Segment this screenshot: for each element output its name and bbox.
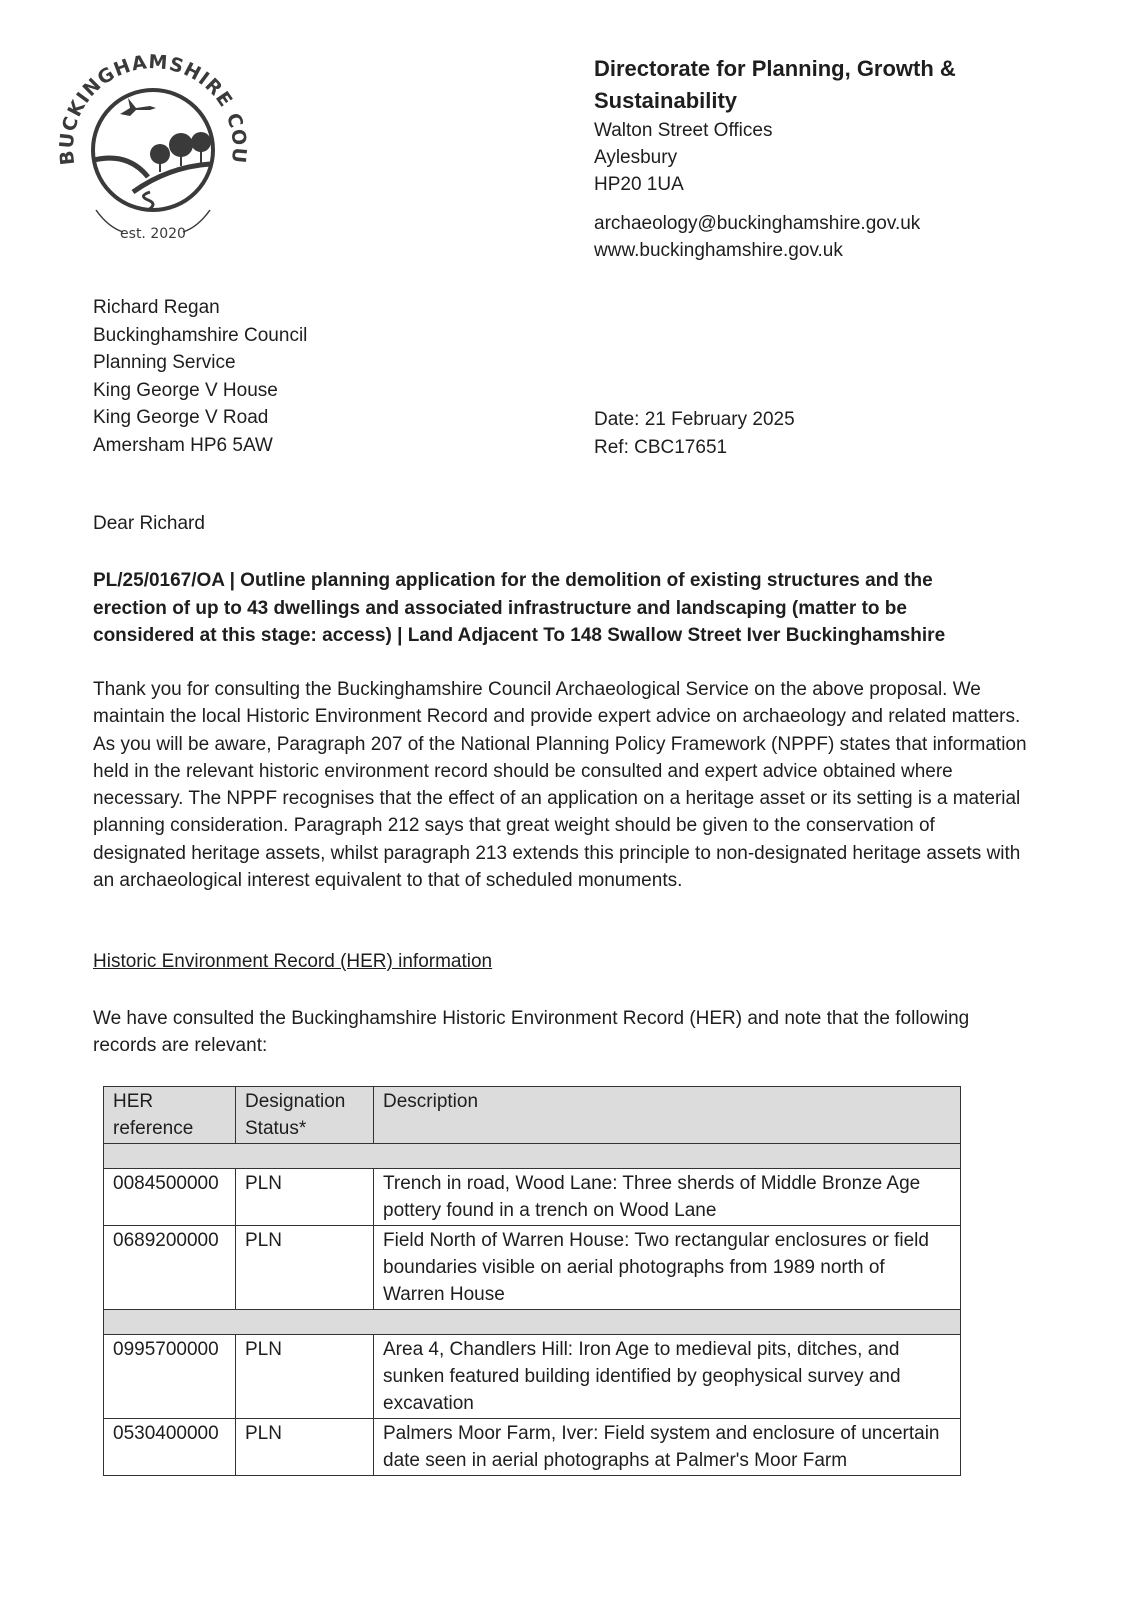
separator-cell [104,1144,961,1169]
description-cell: Trench in road, Wood Lane: Three sherds of Middle Bronze Age pottery found in a trench on Wood Lane [374,1169,961,1226]
column-header-description: Description [374,1087,961,1144]
recipient-address-line: King George V House [93,379,278,401]
table-row [104,1419,961,1476]
sender-address-line: HP20 1UA [594,174,684,195]
designation-status-cell: PLN [236,1169,374,1226]
directorate-title-line1: Directorate for Planning, Growth & [594,56,956,81]
directorate-title-line2: Sustainability [594,88,738,113]
her-reference-cell: 0689200000 [104,1226,236,1310]
date-reference-block [594,406,795,461]
her-records-table [103,1086,961,1476]
section-heading-her: Historic Environment Record (HER) information [93,951,493,972]
column-header-designation-status: Designation Status* [236,1087,374,1144]
subject-line: PL/25/0167/OA | Outline planning application for the demolition of existing structures and the erection of up to 43 dwellings and associated infrastructure and landscaping (matter to be considered at this stage: access) | Land Adjacent To 148 Swallow Street Iver Buckinghamshire [93,570,946,646]
recipient-name: Richard Regan [93,297,220,318]
body-paragraph: Thank you for consulting the Buckinghamshire Council Archaeological Service on the above proposal. We maintain the local Historic Environment Record and provide expert advice on archaeology and related matters. As you will be aware, Paragraph 207 of the National Planning Policy Framework (NPPF) states that information held in the relevant historic environment record should be consulted and expert advice obtained where necessary. The NPPF recognises that the effect of an application on a heritage asset or its setting is a material planning consideration. Paragraph 212 says that great weight should be given to the conservation of designated heritage assets, whilst paragraph 213 extends this principle to non-designated heritage assets with an archaeological interest equivalent to that of scheduled monuments. [93,679,1027,892]
recipient-address-line: Amersham HP6 5AW [93,434,273,456]
website-link[interactable]: www.buckinghamshire.gov.uk [594,240,843,261]
designation-status-cell: PLN [236,1419,374,1476]
her-reference-cell: 0995700000 [104,1335,236,1419]
recipient-address-block [93,294,307,459]
logo-est-text: est. 2020 [120,226,186,242]
table-separator-row [104,1310,961,1335]
sender-address-line: Walton Street Offices [594,120,773,141]
designation-status-cell: PLN [236,1335,374,1419]
table-row [104,1169,961,1226]
letter-reference: Ref: CBC17651 [594,436,728,458]
logo-ring-text: BUCKINGHAMSHIRE COU [55,50,251,167]
description-cell: Area 4, Chandlers Hill: Iron Age to medieval pits, ditches, and sunken featured building identified by geophysical survey and excavation [374,1335,961,1419]
separator-cell [104,1310,961,1335]
sender-address-line: Aylesbury [594,147,678,168]
description-cell: Field North of Warren House: Two rectangular enclosures or field boundaries visible on aerial photographs from 1989 north of Warren House [374,1226,961,1310]
recipient-address-line: King George V Road [93,407,269,428]
recipient-address-line: Buckinghamshire Council [93,324,308,346]
letter-date: Date: 21 February 2025 [594,409,795,430]
sender-address-block [594,53,1094,264]
her-reference-cell: 0530400000 [104,1419,236,1476]
table-row [104,1226,961,1310]
table-row [104,1335,961,1419]
contact-email-link[interactable]: archaeology@buckinghamshire.gov.uk [594,213,921,234]
council-logo [48,42,258,252]
her-reference-cell: 0084500000 [104,1169,236,1226]
her-intro-paragraph: We have consulted the Buckinghamshire Historic Environment Record (HER) and note that the following records are relevant: [93,1008,970,1057]
salutation: Dear Richard [93,513,205,534]
column-header-her-reference: HER reference [104,1087,236,1144]
description-cell: Palmers Moor Farm, Iver: Field system and enclosure of uncertain date seen in aerial photographs at Palmer's Moor Farm [374,1419,961,1476]
table-header-row [104,1087,961,1144]
table-separator-row [104,1144,961,1169]
recipient-address-line: Planning Service [93,352,236,373]
designation-status-cell: PLN [236,1226,374,1310]
svg-text:BUCKINGHAMSHIRE COUNCIL [48,42,250,166]
council-crest-icon [48,42,258,252]
